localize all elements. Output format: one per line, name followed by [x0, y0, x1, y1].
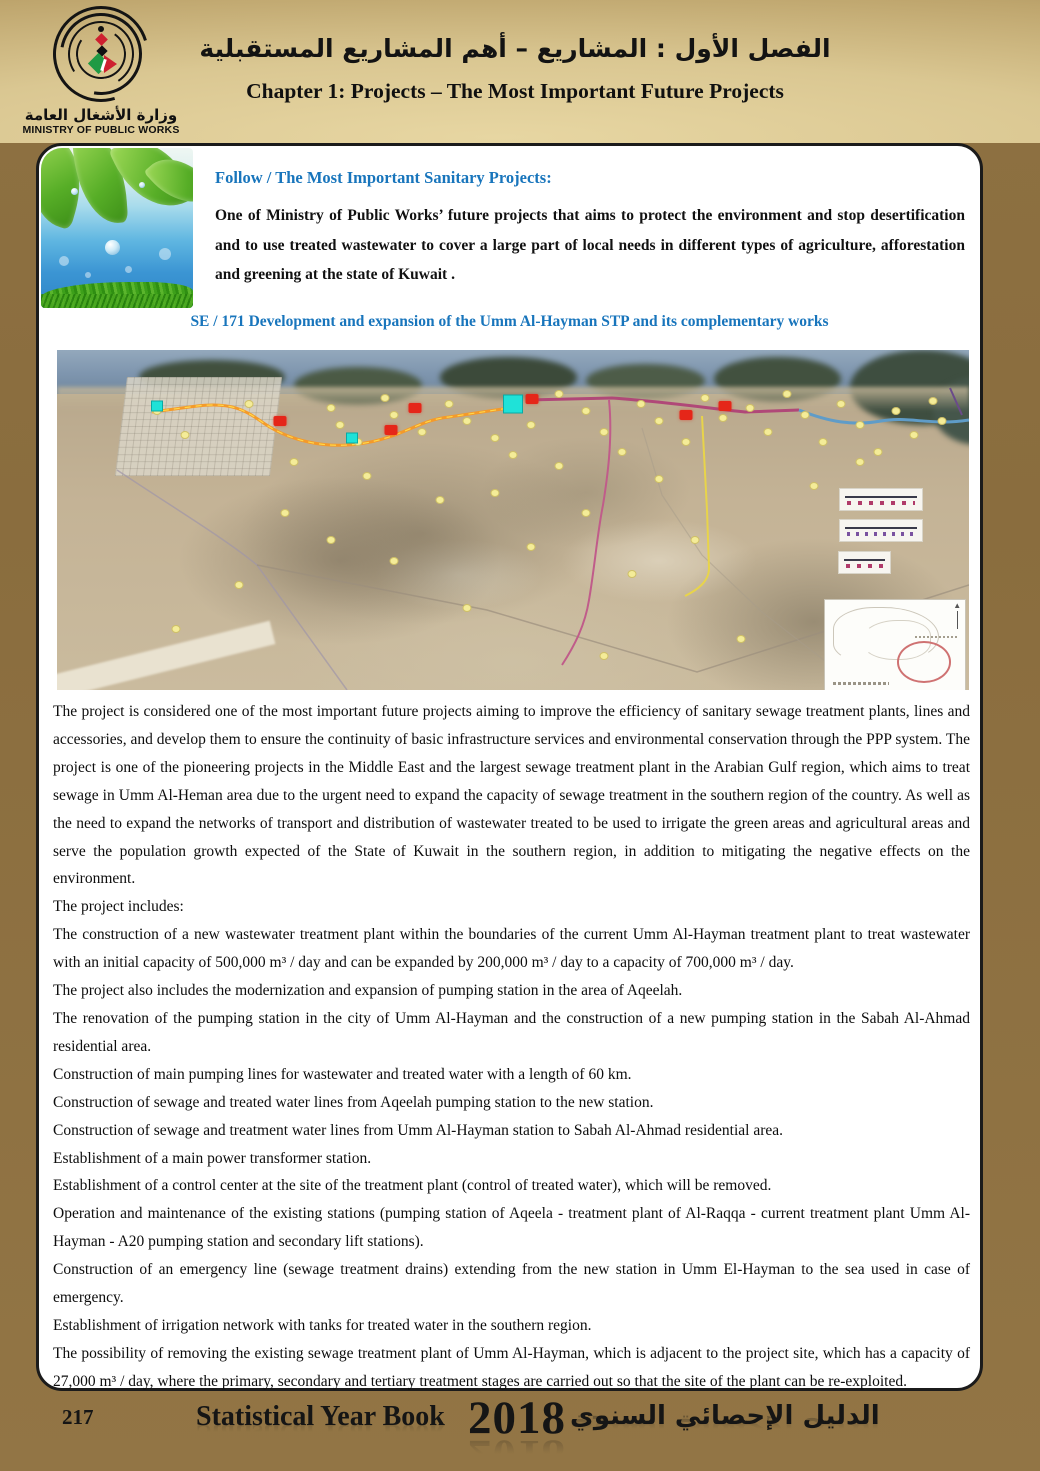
map-node-dot: [326, 536, 335, 544]
grass-graphic: [41, 294, 193, 308]
map-node-dot: [554, 462, 563, 470]
map-node-dot: [910, 431, 919, 439]
map-node-dot: [326, 404, 335, 412]
map-node-dot: [581, 509, 590, 517]
map-node-dot: [837, 400, 846, 408]
map-node-dot: [928, 397, 937, 405]
project-map-image: [57, 350, 969, 690]
map-node-dot: [527, 421, 536, 429]
body-paragraph: Construction of an emergency line (sewage treatment drains) extending from the new station in Umm El-Hayman to the sea used in case of emergency.: [53, 1261, 970, 1307]
pumping-station-marker: [526, 394, 539, 404]
body-paragraph: Construction of sewage and treated water lines from Aqeelah pumping station to the new station.: [53, 1093, 654, 1111]
project-description: [53, 698, 970, 1396]
page-number: 217: [62, 1405, 94, 1429]
map-legend-box: [838, 551, 891, 574]
map-node-dot: [436, 496, 445, 504]
map-node-dot: [682, 438, 691, 446]
body-paragraph: Establishment of a control center at the site of the treatment plant (control of treated water), which will be removed.: [53, 1177, 772, 1195]
book-year: 2018: [468, 1392, 566, 1444]
bubble-graphic: [85, 272, 91, 278]
chapter-title-arabic: الفصل الأول : المشاريع – أهم المشاريع المستقبلية: [199, 34, 831, 63]
map-node-dot: [819, 438, 828, 446]
map-node-dot: [171, 625, 180, 633]
pumping-station-marker: [273, 416, 286, 426]
map-legend-box: [839, 519, 923, 541]
water-drop-graphic: [105, 240, 120, 255]
map-node-dot: [390, 411, 399, 419]
page-footer: [0, 1391, 1040, 1471]
map-node-dot: [290, 458, 299, 466]
logo-figure: [98, 26, 104, 32]
map-node-dot: [764, 428, 773, 436]
body-paragraph: The project is considered one of the most important future projects aiming to improve the efficiency of sanitary sewage treatment plants, lines and accessories, and develop them to ensure the continuity of basic infrastructure services and environmental conservation through the PPP system. The project is one of the pioneering projects in the Middle East and the largest sewage treatment plant in the Arabian Gulf region, which aims to treat sewage in Umm Al-Heman area due to the urgent need to expand the capacity of sewage treatment in the southern region of the country. As well as the need to expand the networks of transport and distribution of wastewater treated to be used to irrigate the green areas and agricultural areas and serve the population growth expected of the State of Kuwait in the southern region, in addition to mitigating the negative effects on the environment.: [53, 703, 970, 888]
page-header: [0, 0, 1040, 143]
map-node-dot: [746, 404, 755, 412]
pumping-station-marker: [408, 403, 421, 413]
map-node-dot: [490, 489, 499, 497]
map-node-dot: [581, 407, 590, 415]
map-node-dot: [800, 411, 809, 419]
ministry-logo: [22, 6, 180, 136]
map-node-dot: [618, 448, 627, 456]
map-node-dot: [873, 448, 882, 456]
bubble-graphic: [125, 266, 132, 273]
body-paragraph: Operation and maintenance of the existing stations (pumping station of Aqeela - treatment plant of Al-Raqqa - current treatment plant Umm Al-Hayman - A20 pumping station and secondary lift stations).: [53, 1205, 970, 1251]
map-node-dot: [600, 428, 609, 436]
inset-caption-mark: [833, 682, 889, 685]
map-node-dot: [180, 431, 189, 439]
body-paragraph: Establishment of a main power transformer station.: [53, 1149, 372, 1167]
inset-caption-mark: [915, 636, 957, 638]
water-drop-graphic: [139, 182, 145, 188]
body-paragraph: The construction of a new wastewater treatment plant within the boundaries of the current Umm Al-Hayman treatment plant to treat wastewater with an initial capacity of 500,000 m³ / day and can be expanded by 200,000 m³ / day to a capacity of 700,000 m³ / day.: [53, 926, 970, 972]
map-node-dot: [737, 635, 746, 643]
north-arrow-icon: [957, 611, 958, 629]
inset-highlight-circle: [897, 641, 951, 683]
map-node-dot: [281, 509, 290, 517]
map-node-dot: [445, 400, 454, 408]
project-subtitle: SE / 171 Development and expansion of the Umm Al-Hayman STP and its complementary works: [190, 313, 829, 330]
pumping-station-marker: [680, 410, 693, 420]
map-node-dot: [636, 400, 645, 408]
legend-ticks: [846, 564, 883, 568]
map-node-dot: [244, 400, 253, 408]
body-paragraph: The project includes:: [53, 898, 184, 916]
map-node-dot: [554, 390, 563, 398]
legend-ticks: [847, 501, 915, 505]
body-paragraph: Establishment of irrigation network with tanks for treated water in the southern region.: [53, 1316, 592, 1334]
map-inset-overview: [824, 599, 966, 690]
chapter-title-english: Chapter 1: Projects – The Most Important Future Projects: [246, 79, 784, 103]
legend-profile-line: [845, 496, 917, 498]
bubble-graphic: [59, 256, 69, 266]
map-node-dot: [490, 434, 499, 442]
intro-heading: Follow / The Most Important Sanitary Projects:: [215, 168, 552, 187]
ministry-name-arabic: وزارة الأشغال العامة: [24, 106, 178, 124]
map-node-dot: [654, 475, 663, 483]
map-node-dot: [937, 417, 946, 425]
map-node-dot: [463, 417, 472, 425]
body-paragraph: The renovation of the pumping station in the city of Umm Al-Hayman and the construction of a new pumping station in the Sabah Al-Ahmad residential area.: [53, 1009, 970, 1055]
intro-paragraph: One of Ministry of Public Works’ future projects that aims to protect the environment and stop desertification and to use treated wastewater to cover a large part of local needs in different types of agriculture, afforestation and greening at the state of Kuwait .: [215, 207, 965, 283]
legend-ticks: [847, 532, 915, 536]
map-node-dot: [335, 421, 344, 429]
ministry-name-english: MINISTRY OF PUBLIC WORKS: [22, 124, 180, 136]
map-node-dot: [654, 417, 663, 425]
map-node-dot: [718, 414, 727, 422]
map-node-dot: [381, 394, 390, 402]
book-title-arabic: الدليل الإحصائي السنوي: [570, 1401, 880, 1431]
treatment-plant-marker: [151, 401, 163, 412]
pumping-station-marker: [719, 401, 732, 411]
map-node-dot: [855, 458, 864, 466]
nature-image: [41, 148, 193, 308]
body-paragraph: The possibility of removing the existing sewage treatment plant of Umm Al-Hayman, which is adjacent to the project site, which has a capacity of 27,000 m³ / day, where the primary, secondary and tertiary treatment stages are carried out so that the site of the plant can be re-exploited.: [53, 1344, 970, 1390]
map-node-dot: [417, 428, 426, 436]
body-paragraph: Construction of sewage and treatment water lines from Umm Al-Hayman station to Sabah Al-Ahmad residential area.: [53, 1121, 784, 1139]
map-node-dot: [527, 543, 536, 551]
map-node-dot: [855, 421, 864, 429]
map-node-dot: [363, 472, 372, 480]
body-paragraph: Construction of main pumping lines for wastewater and treated water with a length of 60 km.: [53, 1065, 632, 1083]
treatment-plant-marker: [503, 395, 523, 414]
map-node-dot: [463, 604, 472, 612]
treatment-plant-marker: [346, 433, 358, 444]
map-legend-box: [839, 488, 923, 512]
map-node-dot: [509, 451, 518, 459]
map-node-dot: [782, 390, 791, 398]
map-node-dot: [235, 581, 244, 589]
map-node-dot: [390, 557, 399, 565]
bubble-graphic: [159, 248, 171, 260]
map-node-dot: [809, 482, 818, 490]
map-node-dot: [600, 652, 609, 660]
content-box: [36, 143, 983, 1391]
map-node-dot: [627, 570, 636, 578]
header-titles: [185, 34, 845, 104]
logo-figure: [104, 55, 117, 73]
legend-profile-line: [844, 559, 885, 561]
legend-profile-line: [845, 527, 917, 529]
map-node-dot: [691, 536, 700, 544]
map-node-dot: [892, 407, 901, 415]
map-node-dot: [700, 394, 709, 402]
pumping-station-marker: [384, 425, 397, 435]
body-paragraph: The project also includes the modernization and expansion of pumping station in the area of Aqeelah.: [53, 982, 683, 1000]
intro-section: [215, 168, 965, 290]
ministry-logo-icon: [53, 6, 149, 102]
book-title: Statistical Year Book: [196, 1401, 445, 1432]
water-drop-graphic: [71, 188, 78, 195]
